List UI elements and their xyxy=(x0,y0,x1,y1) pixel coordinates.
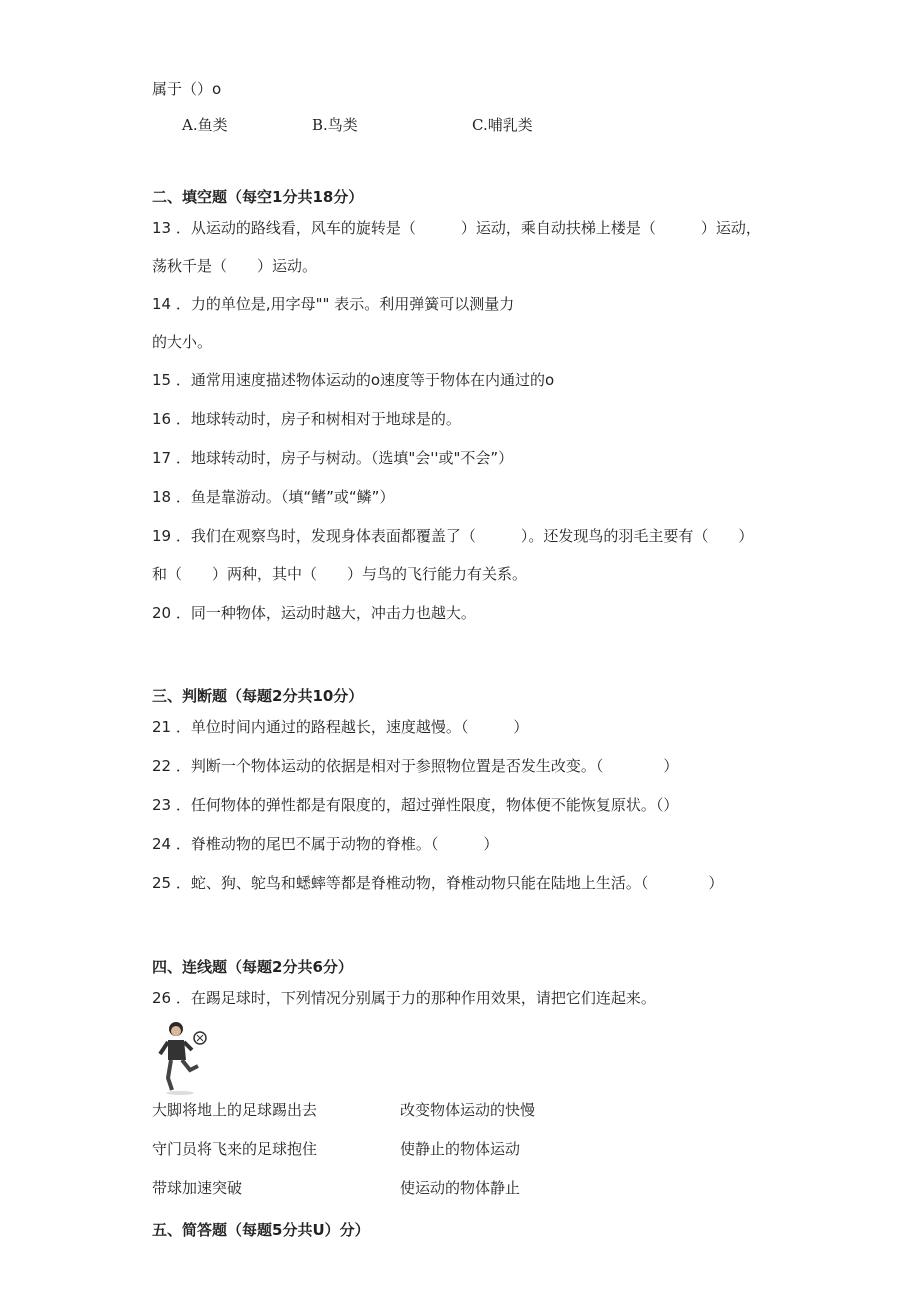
q24: 24 ．脊椎动物的尾巴不属于动物的脊椎。（ ） xyxy=(152,835,499,853)
q14-line2: 的大小。 xyxy=(152,333,213,351)
q12-option-b: B.鸟类 xyxy=(312,116,358,134)
match-right-item-3: 使运动的物体静止 xyxy=(400,1179,521,1197)
q13-line2: 荡秋千是（ ）运动。 xyxy=(152,257,318,275)
section2-heading: 二、填空题（每空1分共18分） xyxy=(152,188,364,206)
q18: 18 ．鱼是靠游动。（填“鳍”或“鳞”） xyxy=(152,488,395,506)
q22: 22 ．判断一个物体运动的依据是相对于参照物位置是否发生改变。（ ） xyxy=(152,757,679,775)
match-left-item-1: 大脚将地上的足球踢出去 xyxy=(152,1101,318,1119)
q15: 15 ．通常用速度描述物体运动的o速度等于物体在内通过的o xyxy=(152,371,555,389)
match-left-item-3: 带球加速突破 xyxy=(152,1179,243,1197)
q19-line1: 19 ．我们在观察鸟时，发现身体表面都覆盖了（ ）。还发现鸟的羽毛主要有（ ） xyxy=(152,527,754,545)
match-left-item-2: 守门员将飞来的足球抱住 xyxy=(152,1140,318,1158)
q12-option-a: A.鱼类 xyxy=(182,116,228,134)
q19-line2: 和（ ）两种，其中（ ）与鸟的飞行能力有关系。 xyxy=(152,565,528,583)
q25: 25 ．蛇、狗、鸵鸟和蟋蟀等都是脊椎动物，脊椎动物只能在陆地上生活。（ ） xyxy=(152,874,724,892)
q12-tail: 属于（）o xyxy=(152,80,222,98)
match-right-item-1: 改变物体运动的快慢 xyxy=(400,1101,536,1119)
q20: 20 ．同一种物体，运动时越大，冲击力也越大。 xyxy=(152,604,476,622)
q14-line1: 14 ．力的单位是,用字母"" 表示。利用弹簧可以测量力 xyxy=(152,295,515,313)
q13-line1: 13 ．从运动的路线看，风车的旋转是（ ）运动，乘自动扶梯上楼是（ ）运动， xyxy=(152,219,761,237)
section5-heading: 五、简答题（每题5分共U）分） xyxy=(152,1221,370,1239)
q21: 21 ．单位时间内通过的路程越长，速度越慢。（ ） xyxy=(152,718,529,736)
q16: 16 ．地球转动时，房子和树相对于地球是的。 xyxy=(152,410,461,428)
q12-option-c: C.哺乳类 xyxy=(472,116,533,134)
soccer-player-illustration xyxy=(158,1020,214,1096)
match-right-item-2: 使静止的物体运动 xyxy=(400,1140,521,1158)
q23: 23 ．任何物体的弹性都是有限度的，超过弹性限度，物体便不能恢复原状。（） xyxy=(152,796,679,814)
q17: 17 ．地球转动时，房子与树动。（选填"会''或"不会”） xyxy=(152,449,514,467)
section4-heading: 四、连线题（每题2分共6分） xyxy=(152,958,353,976)
section3-heading: 三、判断题（每题2分共10分） xyxy=(152,687,364,705)
q26: 26 ．在踢足球时，下列情况分别属于力的那种作用效果，请把它们连起来。 xyxy=(152,989,656,1007)
